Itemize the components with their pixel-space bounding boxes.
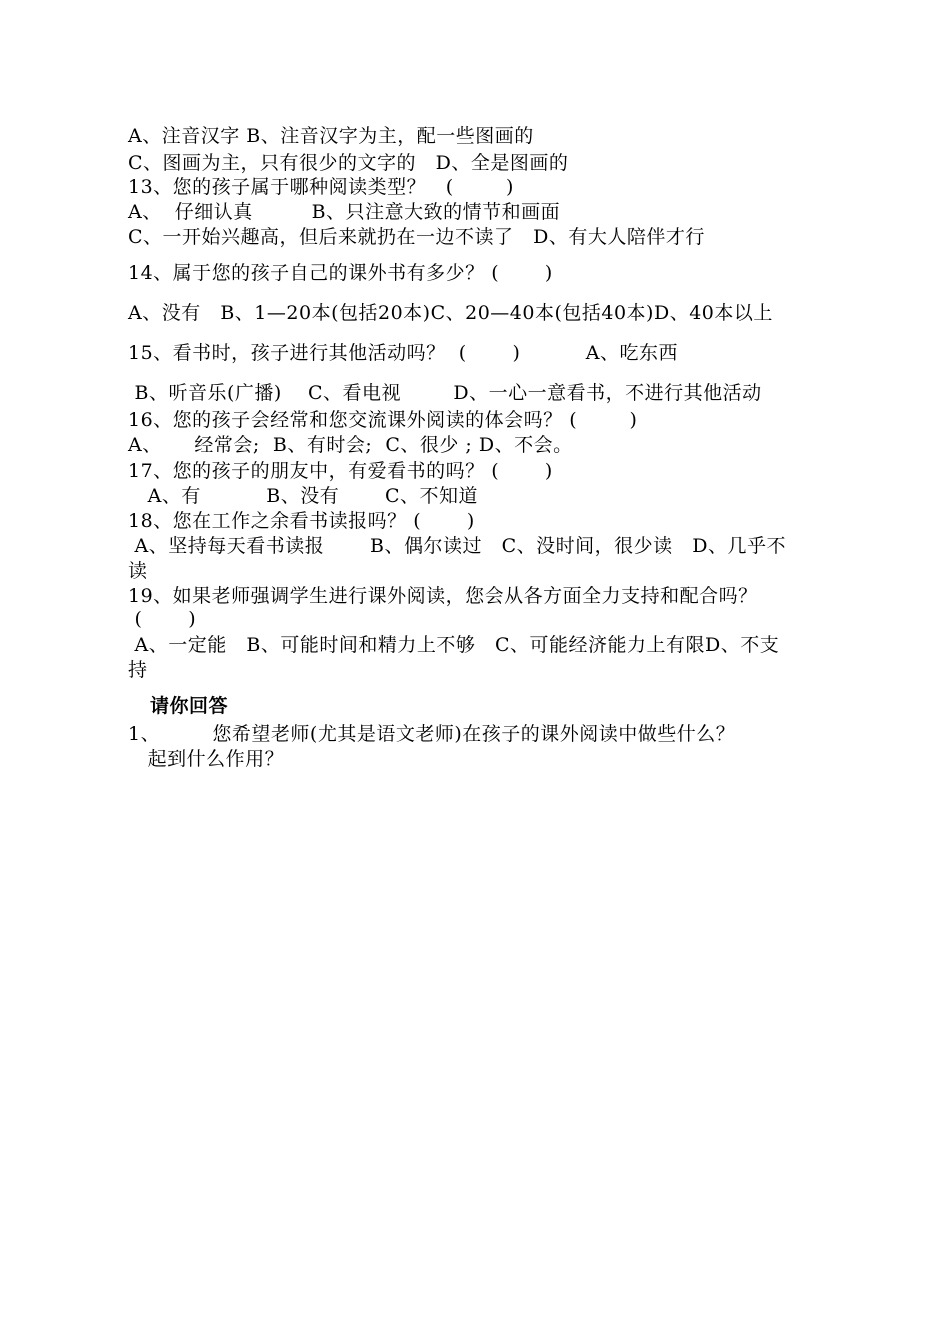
question-17: 17、您的孩子的朋友中，有爱看书的吗？ ( )	[128, 460, 553, 482]
section-heading: 请你回答	[150, 695, 229, 717]
question-15: 15、看书时，孩子进行其他活动吗？ ( ) A、吃东西	[128, 342, 678, 364]
open-question-1: 1、 您希望老师(尤其是语文老师)在孩子的课外阅读中做些什么？	[128, 723, 736, 745]
question-18: 18、您在工作之余看书读报吗？ ( )	[128, 510, 475, 532]
question-16: 16、您的孩子会经常和您交流课外阅读的体会吗？ ( )	[128, 409, 638, 431]
question-19: 19、如果老师强调学生进行课外阅读，您会从各方面全力支持和配合吗？	[128, 585, 758, 607]
option-line-q19-wrap: 持	[128, 659, 148, 681]
option-line-q18: A、坚持每天看书读报 B、偶尔读过 C、没时间，很少读 D、几乎不	[128, 535, 787, 557]
option-line-q14: A、没有 B、1—20本(包括20本)C、20—40本(包括40本)D、40本以上	[128, 302, 773, 324]
option-line-q18-wrap: 读	[128, 560, 148, 582]
option-line-q12-cd: C、图画为主，只有很少的文字的 D、全是图画的	[128, 152, 569, 174]
option-line-q15-bcd: B、听音乐(广播) C、看电视 D、一心一意看书，不进行其他活动	[128, 382, 762, 404]
question-14: 14、属于您的孩子自己的课外书有多少？ ( )	[128, 262, 553, 284]
option-line-q13-ab: A、 仔细认真 B、只注意大致的情节和画面	[128, 201, 561, 223]
question-19-answer-paren: ( )	[128, 608, 197, 630]
question-13: 13、您的孩子属于哪种阅读类型？ ( )	[128, 176, 514, 198]
open-question-1-wrap: 起到什么作用？	[128, 748, 285, 770]
option-line-q13-cd: C、一开始兴趣高，但后来就扔在一边不读了 D、有大人陪伴才行	[128, 226, 705, 248]
option-line-q12-ab: A、注音汉字 B、注音汉字为主，配一些图画的	[128, 125, 534, 147]
option-line-q19: A、一定能 B、可能时间和精力上不够 C、可能经济能力上有限D、不支	[128, 634, 780, 656]
option-line-q16: A、 经常会; B、有时会; C、很少 ; D、不会。	[128, 434, 573, 456]
option-line-q17: A、有 B、没有 C、不知道	[128, 485, 479, 507]
